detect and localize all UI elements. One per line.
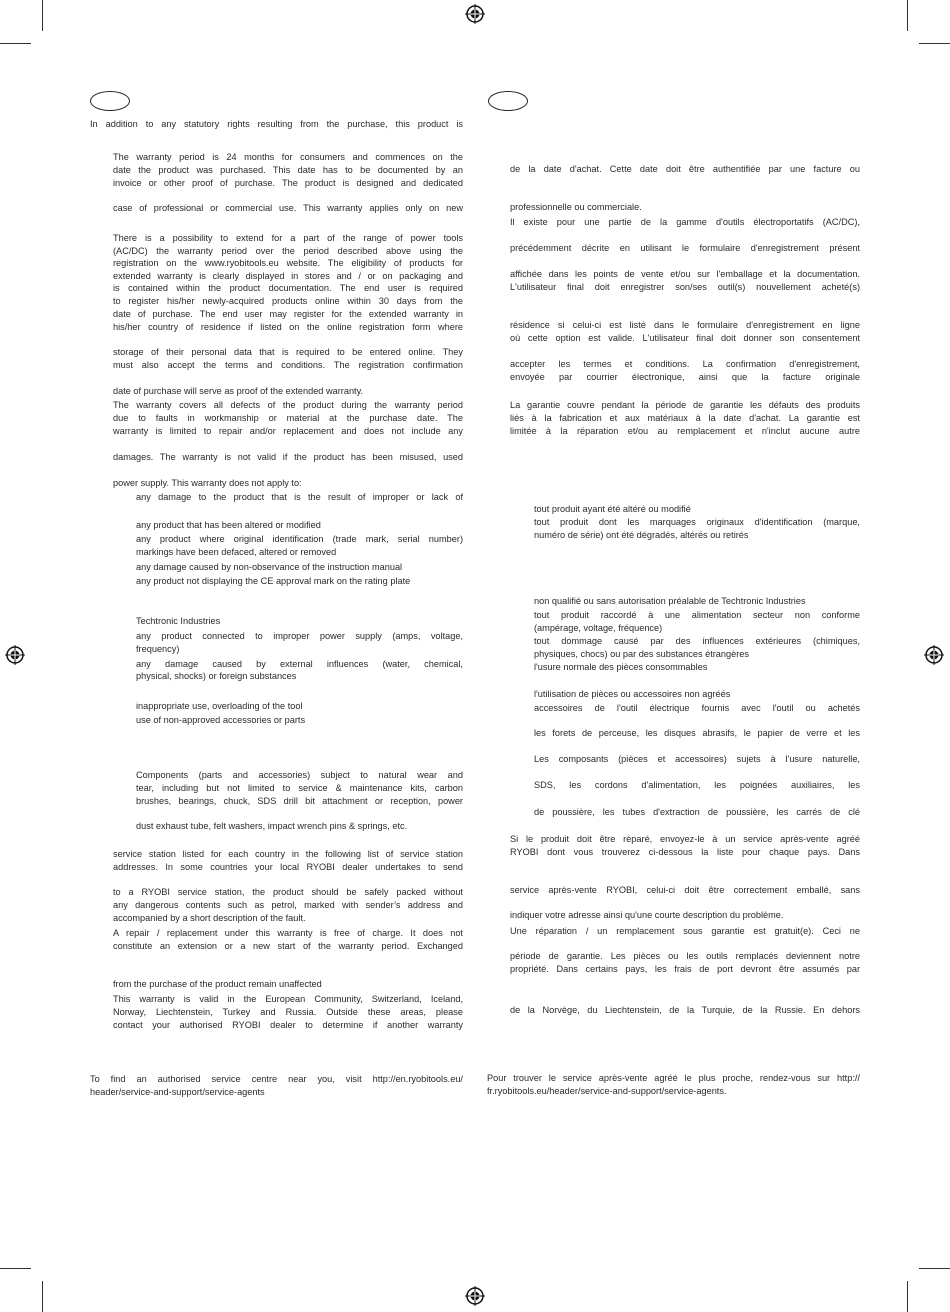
- text-line: is contained within the product documentation. The end user is required: [113, 283, 463, 293]
- text-line: de poussière, les tubes d'extraction de poussière, les carrés de clé: [534, 807, 860, 817]
- text-line: must also accept the terms and conditions. The registration confirmation: [113, 360, 463, 370]
- text-line: RYOBI dont vous trouverez ci-dessous la liste pour chaque pays. Dans: [510, 847, 860, 857]
- text-line: In addition to any statutory rights resulting from the purchase, this product is: [90, 119, 463, 129]
- text-line: to register his/her newly-acquired products online within 30 days from the: [113, 296, 463, 306]
- text-line: numéro de série) ont été dégradés, altérés ou retirés: [534, 530, 749, 540]
- text-line: power supply. This warranty does not apply to:: [113, 478, 302, 488]
- crop-mark: [907, 0, 908, 31]
- text-line: (ampérage, voltage, fréquence): [534, 623, 663, 633]
- text-line: précédemment décrite en utilisant le formulaire d'enregistrement présent: [510, 243, 860, 253]
- text-line: any dangerous contents such as petrol, marked with sender’s address and: [113, 900, 463, 910]
- text-line: brushes, bearings, chuck, SDS drill bit attachment or reception, power: [136, 796, 463, 806]
- crop-mark: [907, 1281, 908, 1312]
- text-line: A repair / replacement under this warranty is free of charge. It does not: [113, 928, 463, 938]
- text-line: indiquer votre adresse ainsi qu'une courte description du problème.: [510, 910, 784, 920]
- text-line: tout produit dont les marquages originaux d'identification (marque,: [534, 517, 860, 527]
- text-line: This warranty is valid in the European Community, Switzerland, Iceland,: [113, 994, 463, 1004]
- text-line: liés à la fabrication et aux matériaux à la date d'achat. La garantie est: [510, 413, 860, 423]
- text-line: (AC/DC) the warranty period over the period described above using the: [113, 246, 463, 256]
- registration-mark-icon: [465, 1286, 485, 1306]
- text-line: extended warranty is clearly displayed in stores and / or on packaging and: [113, 271, 463, 281]
- text-line: physical, shocks) or foreign substances: [136, 671, 297, 681]
- text-line: to a RYOBI service station, the product should be safely packed without: [113, 887, 463, 897]
- text-line: due to faults in workmanship or material at the purchase date. The: [113, 413, 463, 423]
- text-line: de la date d'achat. Cette date doit être authentifiée par une facture ou: [510, 164, 860, 174]
- text-line: accepter les termes et conditions. La confirmation d'enregistrement,: [510, 359, 860, 369]
- text-line: any product that has been altered or modified: [136, 520, 321, 530]
- text-line: tout produit raccordé à une alimentation secteur non conforme: [534, 610, 860, 620]
- text-line: The warranty covers all defects of the product during the warranty period: [113, 400, 463, 410]
- text-line: période de garantie. Les pièces ou les outils remplacés deviennent notre: [510, 951, 860, 961]
- text-line: use of non-approved accessories or parts: [136, 715, 306, 725]
- text-line: les forets de perceuse, les disques abrasifs, le papier de verre et les: [534, 728, 860, 738]
- text-line: envoyée par courrier électronique, ainsi que la facture originale: [510, 372, 860, 382]
- text-line: tear, including but not limited to service & maintenance kits, carbon: [136, 783, 463, 793]
- text-line: Les composants (pièces et accessoires) sujets à l'usure naturelle,: [534, 754, 860, 764]
- text-line: markings have been defaced, altered or removed: [136, 547, 337, 557]
- text-line: registration on the www.ryobitools.eu website. The eligibility of products for: [113, 258, 463, 268]
- text-line: date of purchase will serve as proof of the extended warranty.: [113, 386, 364, 396]
- text-line: his/her country of residence if listed on the online registration form where: [113, 322, 463, 332]
- text-line: damages. The warranty is not valid if the product has been misused, used: [113, 452, 463, 462]
- text-line: case of professional or commercial use. This warranty applies only on new: [113, 203, 463, 213]
- text-line: storage of their personal data that is required to be entered online. They: [113, 347, 463, 357]
- text-line: tout dommage causé par des influences extérieures (chimiques,: [534, 636, 860, 646]
- registration-mark-icon: [5, 645, 25, 665]
- text-line: La garantie couvre pendant la période de garantie les défauts des produits: [510, 400, 860, 410]
- text-line: header/service-and-support/service-agents: [90, 1087, 265, 1097]
- text-line: Il existe pour une partie de la gamme d'outils électroportatifs (AC/DC),: [510, 217, 860, 227]
- text-line: L'utilisateur final doit enregistrer son/ses outil(s) nouvellement acheté(s): [510, 282, 860, 292]
- crop-mark: [919, 1268, 950, 1269]
- crop-mark: [919, 43, 950, 44]
- text-line: invoice or other proof of purchase. The product is designed and dedicated: [113, 178, 463, 188]
- crop-mark: [0, 43, 31, 44]
- text-line: any product not displaying the CE approval mark on the rating plate: [136, 576, 411, 586]
- text-line: Une réparation / un remplacement sous garantie est gratuit(e). Ceci ne: [510, 926, 860, 936]
- text-line: limitée à la réparation et/ou au remplacement et n'inclut aucune autre: [510, 426, 860, 436]
- text-line: propriété. Dans certains pays, les frais de port devront être assumés par: [510, 964, 860, 974]
- text-line: l'utilisation de pièces ou accessoires non agréés: [534, 689, 731, 699]
- crop-mark: [42, 1281, 43, 1312]
- text-line: résidence si celui-ci est listé dans le formulaire d'enregistrement en ligne: [510, 320, 860, 330]
- language-badge-english: [90, 91, 130, 111]
- text-line: There is a possibility to extend for a part of the range of power tools: [113, 233, 463, 243]
- text-line: l'usure normale des pièces consommables: [534, 662, 708, 672]
- text-line: dust exhaust tube, felt washers, impact wrench pins & springs, etc.: [136, 821, 408, 831]
- registration-mark-icon: [924, 645, 944, 665]
- text-line: Components (parts and accessories) subject to natural wear and: [136, 770, 463, 780]
- text-line: The warranty period is 24 months for consumers and commences on the: [113, 152, 463, 162]
- text-line: de la Norvège, du Liechtenstein, de la Turquie, de la Russie. En dehors: [510, 1005, 860, 1015]
- text-line: tout produit ayant été altéré ou modifié: [534, 504, 691, 514]
- text-line: date of purchase. The end user may register for the extended warranty in: [113, 309, 463, 319]
- text-line: any damage to the product that is the result of improper or lack of: [136, 492, 463, 502]
- text-line: service station listed for each country in the following list of service station: [113, 849, 463, 859]
- language-badge-french: [488, 91, 528, 111]
- text-line: professionnelle ou commerciale.: [510, 202, 642, 212]
- text-line: Si le produit doit être réparé, envoyez-le à un service après-vente agréé: [510, 834, 860, 844]
- text-line: warranty is limited to repair and/or replacement and does not include any: [113, 426, 463, 436]
- text-line: frequency): [136, 644, 180, 654]
- text-line: from the purchase of the product remain unaffected: [113, 979, 322, 989]
- text-line: contact your authorised RYOBI dealer to determine if another warranty: [113, 1020, 463, 1030]
- text-line: To find an authorised service centre near you, visit http://en.ryobitools.eu/: [90, 1074, 463, 1084]
- text-line: any damage caused by external influences (water, chemical,: [136, 659, 463, 669]
- text-line: fr.ryobitools.eu/header/service-and-support/service-agents.: [487, 1086, 727, 1096]
- text-line: inappropriate use, overloading of the tool: [136, 701, 303, 711]
- text-line: any product where original identification (trade mark, serial number): [136, 534, 463, 544]
- text-line: Pour trouver le service après-vente agréé le plus proche, rendez-vous sur http://: [487, 1073, 860, 1083]
- crop-mark: [0, 1268, 31, 1269]
- text-line: constitute an extension or a new start of the warranty period. Exchanged: [113, 941, 463, 951]
- text-line: non qualifié ou sans autorisation préalable de Techtronic Industries: [534, 596, 806, 606]
- text-line: addresses. In some countries your local RYOBI dealer undertakes to send: [113, 862, 463, 872]
- text-line: Norway, Liechtenstein, Turkey and Russia. Outside these areas, please: [113, 1007, 463, 1017]
- text-line: où cette option est valide. L'utilisateur final doit donner son consentement: [510, 333, 860, 343]
- text-line: accompanied by a short description of the fault.: [113, 913, 306, 923]
- text-line: date the product was purchased. This date has to be documented by an: [113, 165, 463, 175]
- registration-mark-icon: [465, 4, 485, 24]
- text-line: Techtronic Industries: [136, 616, 221, 626]
- text-line: physiques, chocs) ou par des substances étrangères: [534, 649, 750, 659]
- text-line: any damage caused by non-observance of the instruction manual: [136, 562, 403, 572]
- text-line: accessoires de l'outil électrique fournis avec l'outil ou achetés: [534, 703, 860, 713]
- text-line: service après-vente RYOBI, celui-ci doit être correctement emballé, sans: [510, 885, 860, 895]
- text-line: affichée dans les points de vente et/ou sur l'emballage et la documentation.: [510, 269, 860, 279]
- crop-mark: [42, 0, 43, 31]
- text-line: SDS, les cordons d'alimentation, les poignées auxiliaires, les: [534, 780, 860, 790]
- text-line: any product connected to improper power supply (amps, voltage,: [136, 631, 463, 641]
